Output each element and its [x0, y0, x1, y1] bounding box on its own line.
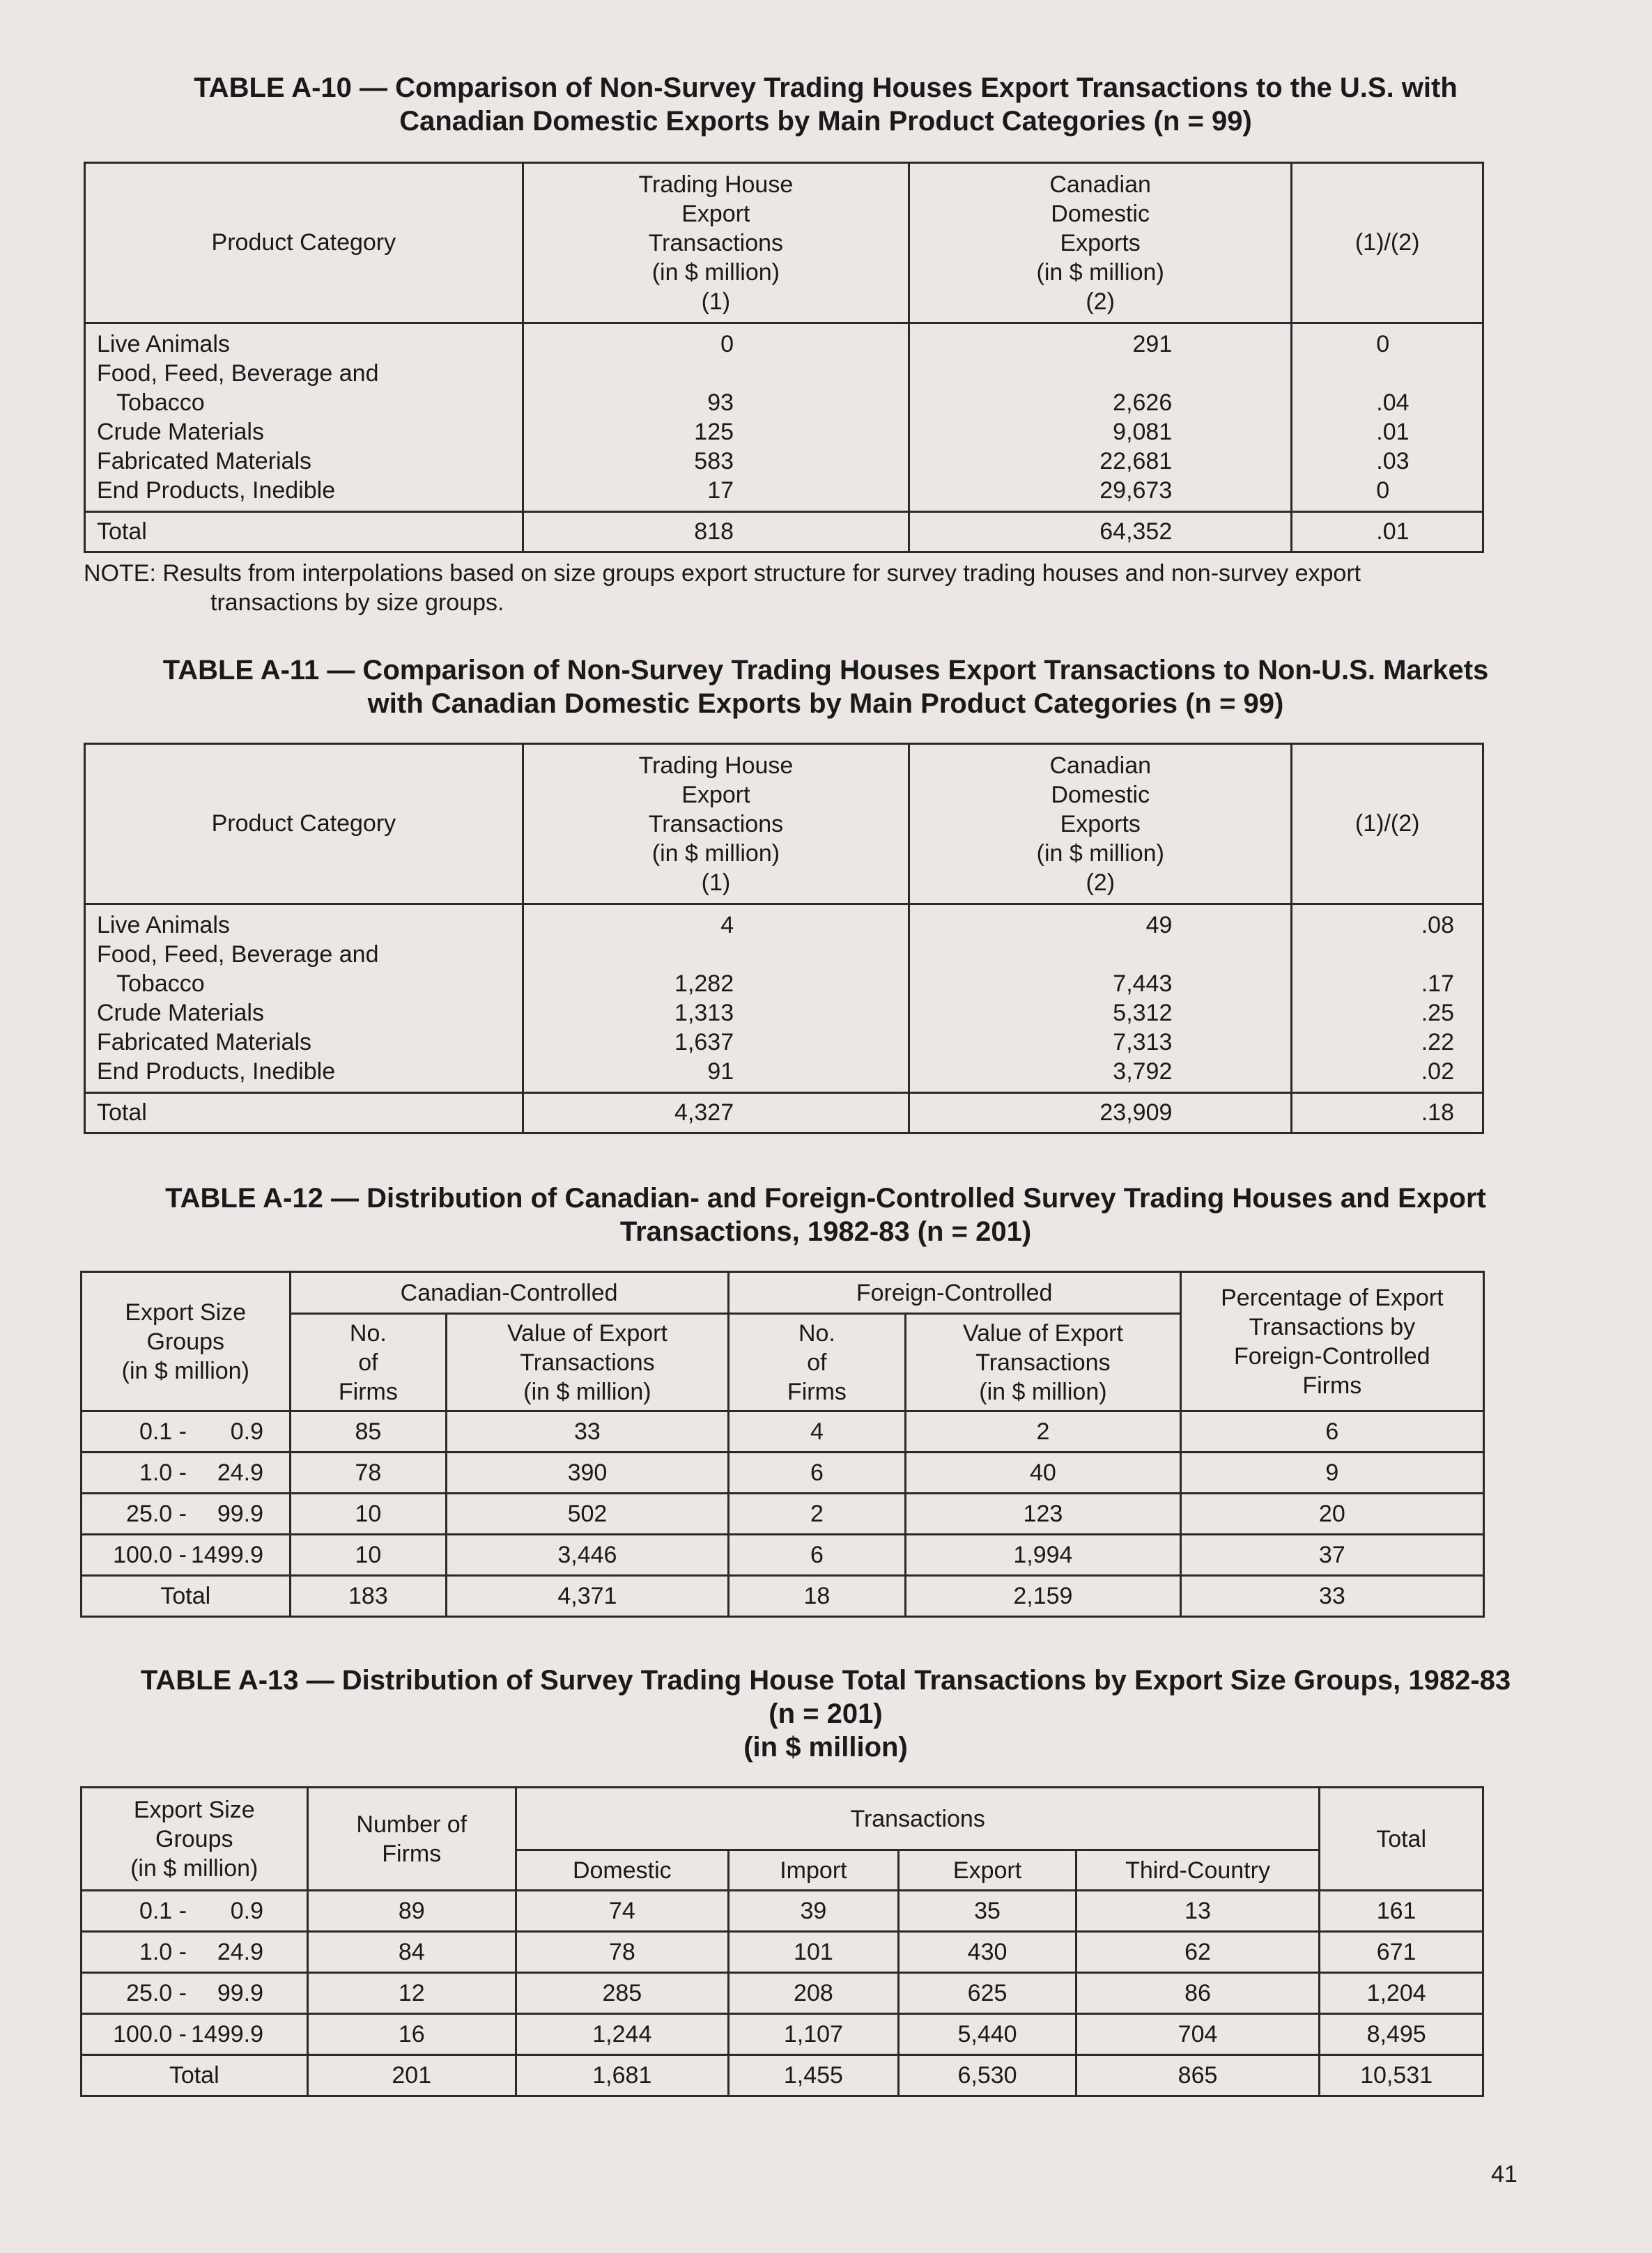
- table-a10-title: TABLE A-10 — Comparison of Non-Survey Trading Houses Export Transactions to the U.S. with Canadian Domestic Exports by Main Product Categories (n = 99): [194, 72, 1458, 137]
- table-a11: [84, 743, 1484, 1134]
- table-a12-title: TABLE A-12 — Distribution of Canadian- and Foreign-Controlled Survey Trading Houses and Export Transactions, 1982-83 (n = 201): [165, 1183, 1486, 1247]
- table-row: 0.1 - 0.9 89 74 39 35 13 161: [82, 1891, 1483, 1932]
- header-trading-house: Trading House Export Transactions (in $ million) (1): [523, 744, 909, 904]
- header-ratio: (1)/(2): [1292, 163, 1483, 323]
- header-domestic: Domestic: [516, 1850, 729, 1891]
- header-product-category: Product Category: [85, 744, 523, 904]
- table-row: End Products, Inedible 91 3,792 .02: [85, 1057, 1483, 1093]
- table-row: 1.0 - 24.9 84 78 101 430 62 671: [82, 1932, 1483, 1973]
- table-a10-note: NOTE: Results from interpolations based on size groups export structure for survey trading houses and non-survey export transactions by size groups.: [84, 560, 1361, 616]
- header-canadian-value: Value of Export Transactions (in $ million): [447, 1314, 728, 1411]
- table-total-row: Total 4,327 23,909 .18: [85, 1093, 1483, 1133]
- table-row: Tobacco 1,282 7,443 .17: [85, 969, 1483, 998]
- table-row: Food, Feed, Beverage and: [85, 940, 1483, 969]
- header-canadian-no-firms: No. of Firms: [290, 1314, 447, 1411]
- table-total-row: Total 201 1,681 1,455 6,530 865 10,531: [82, 2055, 1483, 2096]
- header-export: Export: [899, 1850, 1076, 1891]
- header-foreign-no-firms: No. of Firms: [728, 1314, 906, 1411]
- table-a10: [84, 162, 1484, 553]
- header-foreign-controlled: Foreign-Controlled: [728, 1272, 1180, 1314]
- header-canadian-domestic: Canadian Domestic Exports (in $ million) (2): [909, 163, 1292, 323]
- table-row: Food, Feed, Beverage and: [85, 359, 1483, 388]
- page-number: 41: [1491, 2161, 1518, 2188]
- header-number-of-firms: Number of Firms: [307, 1788, 516, 1891]
- header-total: Total: [1320, 1788, 1483, 1891]
- table-row: End Products, Inedible 17 29,673 0: [85, 476, 1483, 512]
- table-row: Fabricated Materials 1,637 7,313 .22: [85, 1028, 1483, 1057]
- header-percentage: Percentage of Export Transactions by Foreign-Controlled Firms: [1180, 1272, 1483, 1411]
- table-row: 25.0 - 99.9 12 285 208 625 86 1,204: [82, 1973, 1483, 2014]
- table-total-row: Total 818 64,352 .01: [85, 512, 1483, 552]
- table-header-row: [82, 1272, 1484, 1314]
- table-row: Crude Materials 1,313 5,312 .25: [85, 998, 1483, 1028]
- header-export-size: Export Size Groups (in $ million): [82, 1272, 291, 1411]
- header-third-country: Third-Country: [1076, 1850, 1319, 1891]
- table-a13: [80, 1786, 1484, 2097]
- table-row: Fabricated Materials 583 22,681 .03: [85, 447, 1483, 476]
- table-row: 0.1 - 0.9 85 33 4 2 6: [82, 1411, 1484, 1453]
- header-import: Import: [728, 1850, 899, 1891]
- table-a11-title: TABLE A-11 — Comparison of Non-Survey Trading Houses Export Transactions to Non-U.S. Markets with Canadian Domestic Exports by Main Product Categories (n = 99): [162, 655, 1489, 719]
- table-a13-title: TABLE A-13 — Distribution of Survey Trading House Total Transactions by Export Size Groups, 1982-83 (n = 201) (in $ million): [140, 1665, 1511, 1763]
- header-ratio: (1)/(2): [1292, 744, 1483, 904]
- table-total-row: Total 183 4,371 18 2,159 33: [82, 1576, 1484, 1617]
- table-row: 1.0 - 24.9 78 390 6 40 9: [82, 1453, 1484, 1494]
- table-header-row: [85, 163, 1483, 323]
- header-canadian-domestic: Canadian Domestic Exports (in $ million) (2): [909, 744, 1292, 904]
- table-a12: [80, 1271, 1485, 1618]
- table-row: 100.0 - 1499.9 16 1,244 1,107 5,440 704 8,495: [82, 2014, 1483, 2055]
- table-row: Crude Materials 125 9,081 .01: [85, 417, 1483, 447]
- header-export-size: Export Size Groups (in $ million): [82, 1788, 308, 1891]
- header-foreign-value: Value of Export Transactions (in $ million): [906, 1314, 1180, 1411]
- table-header-row: [82, 1788, 1483, 1850]
- table-row: 25.0 - 99.9 10 502 2 123 20: [82, 1494, 1484, 1535]
- table-row: Tobacco 93 2,626 .04: [85, 388, 1483, 417]
- table-row: Live Animals 0 291 0: [85, 323, 1483, 359]
- header-transactions: Transactions: [516, 1788, 1320, 1850]
- header-product-category: Product Category: [85, 163, 523, 323]
- header-trading-house: Trading House Export Transactions (in $ million) (1): [523, 163, 909, 323]
- table-row: Live Animals 4 49 .08: [85, 904, 1483, 940]
- table-row: 100.0 - 1499.9 10 3,446 6 1,994 37: [82, 1535, 1484, 1576]
- table-header-row: [85, 744, 1483, 904]
- header-canadian-controlled: Canadian-Controlled: [290, 1272, 728, 1314]
